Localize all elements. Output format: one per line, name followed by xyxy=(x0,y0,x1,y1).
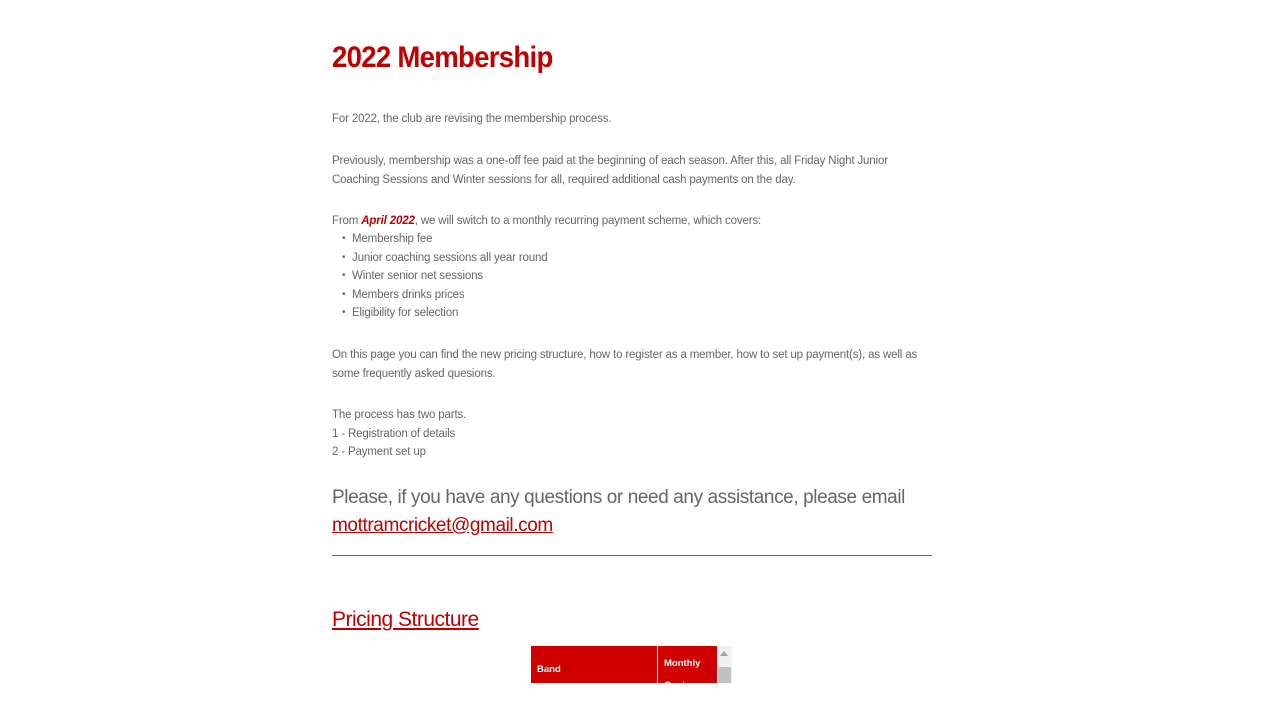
assistance-heading xyxy=(332,484,932,540)
process-step-1: 1 - Registration of details xyxy=(332,427,456,440)
list-item xyxy=(332,304,548,323)
previously-paragraph: Previously, membership was a one-off fee paid at the beginning of each season. After this, all Friday Night Junior Coaching Sessions and Winter sessions for all, required additional cash payments on the day. xyxy=(332,155,888,186)
intro-paragraph: For 2022, the club are revising the membership process. xyxy=(332,113,612,125)
table-scrollbar[interactable] xyxy=(717,646,732,683)
on-this-page-paragraph: On this page you can find the new pricing structure, how to register as a member, how to set up payment(s), as well as some frequently asked quesions. xyxy=(332,349,918,380)
process-step-2: 2 - Payment set up xyxy=(332,446,426,459)
list-item-label: Eligibility for selection xyxy=(352,307,459,320)
list-item xyxy=(332,267,548,286)
band-header-label: Band xyxy=(537,664,561,675)
bullet-icon: • xyxy=(342,251,346,263)
list-item-label: Membership fee xyxy=(352,233,433,245)
list-item-label: Members drinks prices xyxy=(352,288,465,301)
bullet-icon: • xyxy=(342,270,346,282)
list-item xyxy=(332,286,548,305)
scroll-up-icon[interactable] xyxy=(720,651,728,656)
process-intro: The process has two parts. xyxy=(332,409,467,421)
list-item-label: Winter senior net sessions xyxy=(352,270,483,283)
monthly-cost-header-label: Monthly Cost xyxy=(664,658,701,691)
from-suffix: , we will switch to a monthly recurring payment scheme, which covers: xyxy=(414,215,762,227)
from-paragraph xyxy=(332,212,932,231)
bullet-icon: • xyxy=(342,288,346,300)
assistance-text: Please, if you have any questions or need any assistance, please email xyxy=(332,487,905,508)
process-paragraph xyxy=(332,406,932,462)
pricing-table-header xyxy=(531,646,717,691)
section-divider xyxy=(332,555,932,556)
pricing-structure-heading[interactable]: Pricing Structure xyxy=(332,608,479,631)
pricing-table xyxy=(531,646,733,691)
scroll-thumb[interactable] xyxy=(718,667,731,683)
monthly-cost-column-header xyxy=(658,646,717,691)
covers-list xyxy=(332,230,548,323)
bullet-icon: • xyxy=(342,233,346,244)
from-prefix: From xyxy=(332,215,362,227)
band-column-header xyxy=(531,646,658,683)
list-item xyxy=(332,230,548,249)
bullet-icon: • xyxy=(342,307,346,319)
email-link[interactable]: mottramcricket@gmail.com xyxy=(332,515,553,536)
page-title: 2022 Membership xyxy=(332,41,553,74)
from-date: April 2022 xyxy=(361,215,415,227)
list-item-label: Junior coaching sessions all year round xyxy=(352,251,548,264)
list-item xyxy=(332,249,548,268)
